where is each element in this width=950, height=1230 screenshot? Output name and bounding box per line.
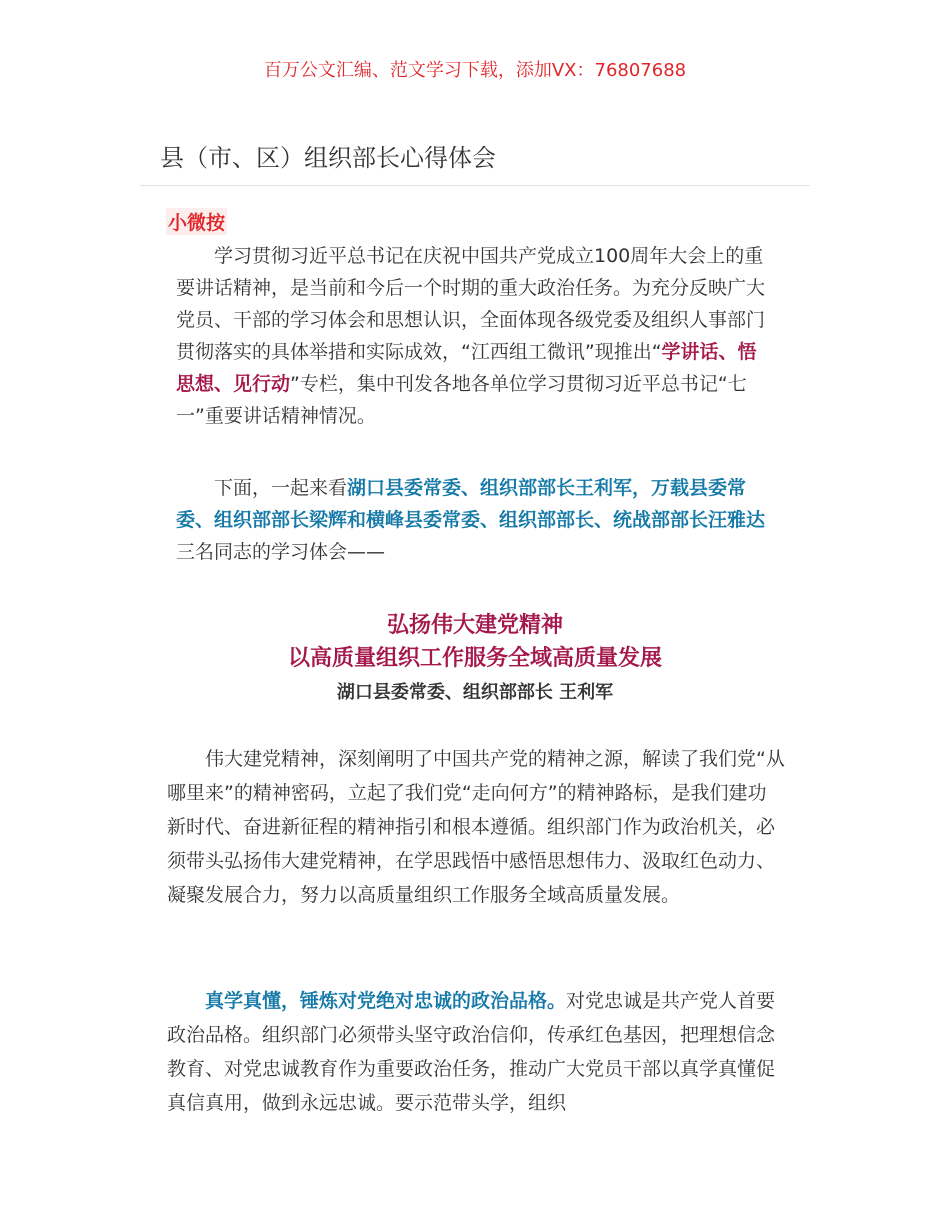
article-paragraph-2 <box>167 984 785 1120</box>
section-title-line1: 弘扬伟大建党精神 <box>386 613 563 638</box>
note-text-a: 学习贯彻习近平总书记在庆祝中国共产党成立100周年大会上的重要讲话精神，是当前和今后一个时期的重大政治任务。为充分反映广大党员、干部的学习体会和思想认识，全面体现各级党委及组织人事部门贯彻落实的具体举措和实际成效，“江西组工微讯”现推出“ <box>176 245 766 363</box>
article-paragraph-1-text: 伟大建党精神，深刻阐明了中国共产党的精神之源，解读了我们党“从哪里来”的精神密码，立起了我们党“走向何方”的精神路标，是我们建功新时代、奋进新征程的精神指引和根本遵循。组织部门作为政治机关，必须带头弘扬伟大建党精神，在学思践悟中感悟思想伟力、汲取红色动力、凝聚发展合力，努力以高质量组织工作服务全域高质量发展。 <box>167 748 785 906</box>
column-name-highlight: 学讲话、悟思想、见行动 <box>176 341 757 395</box>
section-author: 湖口县委常委、组织部部长 王利军 <box>336 682 614 703</box>
paragraph-2-body: 对党忠诚是共产党人首要政治品格。组织部门必须带头坚守政治信仰，传承红色基因，把理想信念教育、对党忠诚教育作为重要政治任务，推动广大党员干部以真学真懂促真信真用，做到永远忠诚。要示范带头学，组织 <box>167 990 776 1114</box>
note-text-b: ”专栏，集中刊发各地各单位学习贯彻习近平总书记“七一”重要讲话精神情况。 <box>176 373 747 427</box>
title-divider <box>140 185 810 186</box>
intro-text-a: 下面，一起来看 <box>214 477 348 499</box>
intro-paragraph <box>176 472 776 568</box>
page-title: 县（市、区）组织部长心得体会 <box>160 144 496 172</box>
article-paragraph-2-text <box>167 984 785 1120</box>
section-title-line2: 以高质量组织工作服务全域高质量发展 <box>287 646 662 671</box>
intro-text-b: 三名同志的学习体会—— <box>176 541 386 563</box>
download-banner: 百万公文汇编、范文学习下载，添加VX：76807688 <box>263 60 687 81</box>
editor-note-paragraph <box>176 240 772 432</box>
editor-note <box>176 240 772 432</box>
intro-names-highlight: 湖口县委常委、组织部部长王利军，万载县委常委、组织部部长梁辉和横峰县委常委、组织部部长、统战部部长汪雅达 <box>176 477 766 531</box>
editor-note-label: 小微按 <box>166 208 227 235</box>
paragraph-2-heading: 真学真懂，锤炼对党绝对忠诚的政治品格。 <box>205 990 567 1012</box>
article-paragraph-1 <box>167 742 785 912</box>
